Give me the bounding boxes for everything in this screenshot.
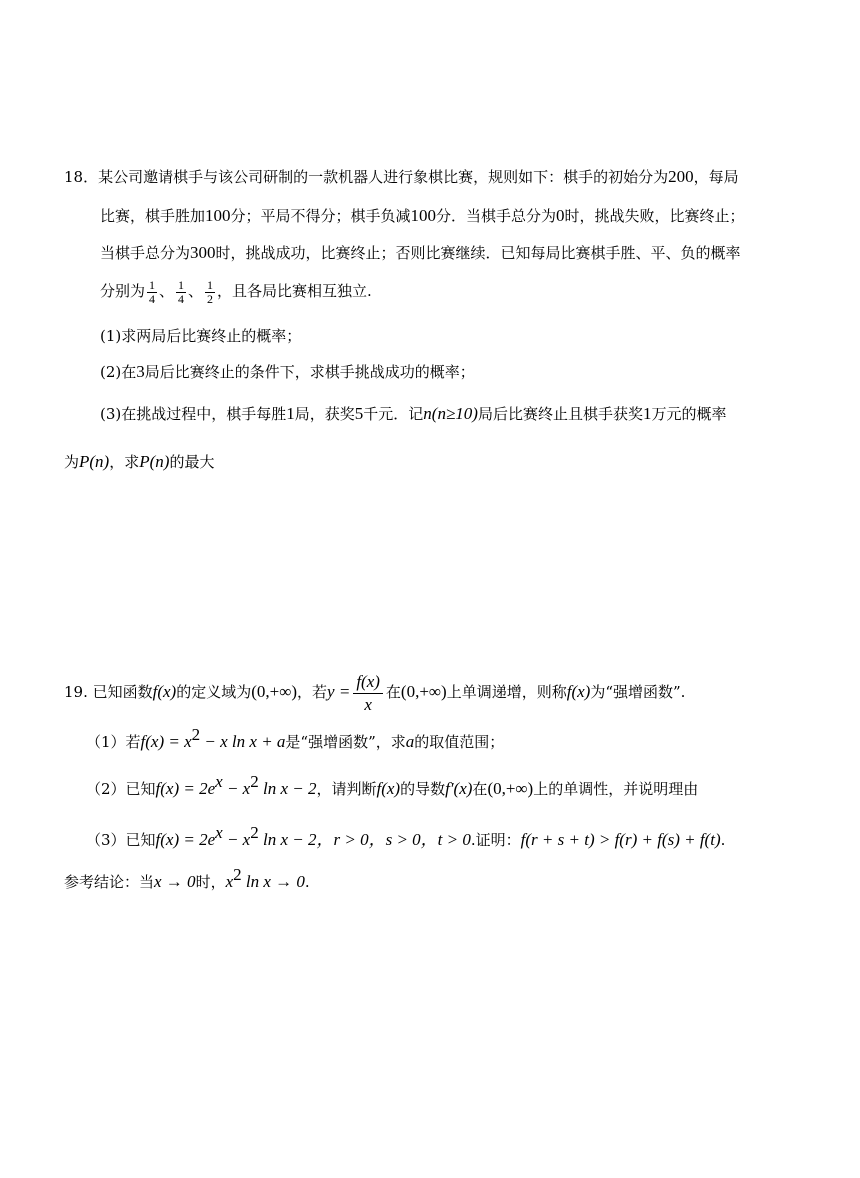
q18-part-3-cont: 为P(n)，求P(n)的最大 xyxy=(64,452,215,471)
q19-line-1: 19. 已知函数f(x)的定义域为(0,+∞)，若y = $\frac{f(x)}{x}$ 在(0,+∞)上单调递增，则称f(x)为“强增函数”. xyxy=(64,671,686,714)
q18-line-3: 当棋手总分为300时，挑战成功，比赛终止；否则比赛继续．已知每局比赛棋手胜、平、负的概率 xyxy=(100,243,741,262)
q18-part-2: (2)在3局后比赛终止的条件下，求棋手挑战成功的概率； xyxy=(100,362,475,381)
q18-line-1: 18．某公司邀请棋手与该公司研制的一款机器人进行象棋比赛，规则如下：棋手的初始分为200，每局 xyxy=(64,167,739,186)
fx-over-x-fraction: $\frac{f(x)}{x}$ xyxy=(353,671,383,716)
q19-part-1: （1）若$f(x) = x^2 - x$ ln x + a是“强增函数”，求a的取值范围； xyxy=(86,725,505,751)
prob-win-fraction: $\frac{1}{4}$ xyxy=(149,277,156,306)
q18-line-4: 分别为 $\frac{1}{4}$ 、 $\frac{1}{4}$ 、 $\frac{1}{2}$ ，且各局比赛相互独立. xyxy=(100,277,372,306)
q18-part-1: (1)求两局后比赛终止的概率； xyxy=(100,327,302,345)
q18-part-3: (3)在挑战过程中，棋手每胜1局，获奖5千元．记n(n≥10)局后比赛终止且棋手获奖1万元的概率 xyxy=(100,404,727,423)
q19-reference-note: 参考结论：当x → 0时，$x^2$ ln x → 0. xyxy=(64,865,310,891)
q18-line-2: 比赛，棋手胜加100分；平局不得分；棋手负减100分．当棋手总分为0时，挑战失败，比赛终止； xyxy=(100,206,745,225)
q19-part-3: （3）已知$f(x) = 2e^x - x^2$ ln x − 2，r > 0，s > 0，t > 0.证明：f(r + s + t) > f(r) + f(s) + f(t). xyxy=(86,823,726,849)
prob-draw-fraction: $\frac{1}{4}$ xyxy=(178,277,185,306)
prob-lose-fraction: $\frac{1}{2}$ xyxy=(207,277,214,306)
q19-part-2: （2）已知$f(x) = 2e^x - x^2$ ln x − 2，请判断f(x)的导数f′(x)在(0,+∞)上的单调性，并说明理由 xyxy=(86,772,699,798)
q18-number: 18． xyxy=(64,168,99,186)
